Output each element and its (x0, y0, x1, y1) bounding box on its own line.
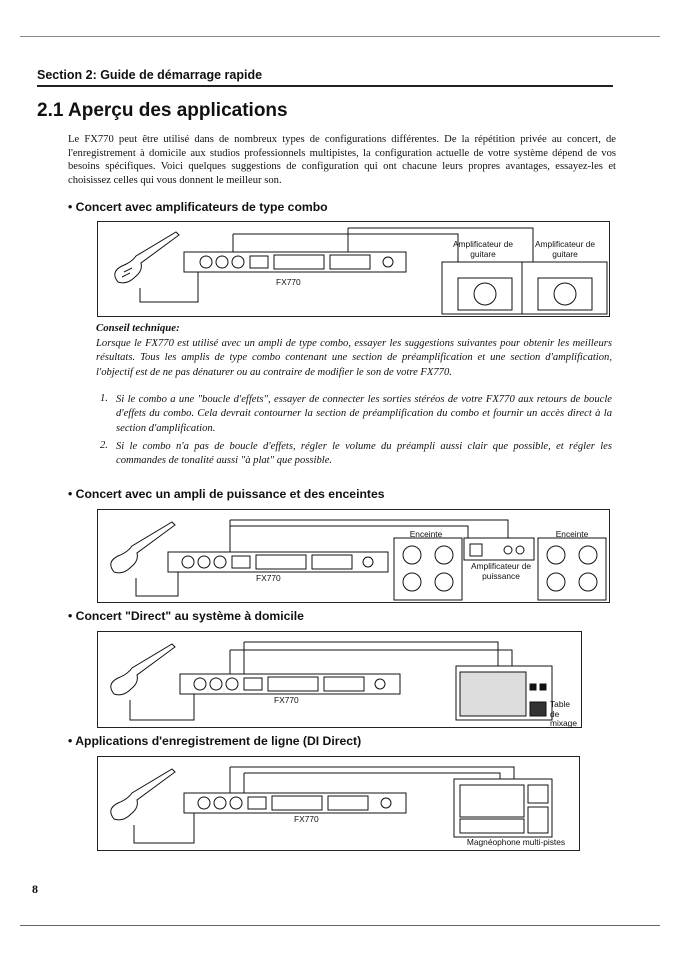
bottom-rule (20, 925, 660, 926)
diagram-combo (97, 221, 610, 317)
device-label: FX770 (276, 277, 301, 287)
device-label: FX770 (294, 814, 319, 824)
page-number: 8 (32, 882, 38, 896)
diagram-di (97, 756, 580, 851)
section-header: Section 2: Guide de démarrage rapide (37, 68, 263, 82)
speaker-label-1: Enceinte (409, 529, 443, 539)
diagram-direct (97, 631, 582, 728)
section-heading-combo: • Concert avec amplificateurs de type combo (68, 200, 328, 214)
top-rule (20, 36, 660, 37)
header-rule (37, 85, 613, 87)
tape-label: Magnéophone multi-pistes (466, 837, 566, 847)
diagram-power-amp (97, 509, 610, 603)
section-heading-power-amp: • Concert avec un ampli de puissance et des enceintes (68, 487, 385, 501)
tip-item-1: Si le combo a une "boucle d'effets", essayer de connecter les sorties stéréos de votre FX770 aux retours de boucle d'effets du combo. Cela devrait contourner la section de préamplification du combo et fournir un accès direct à la section d'amplification. (116, 394, 612, 434)
intro-paragraph: Le FX770 peut être utilisé dans de nombreux types de configurations différentes. De la répétition privée au concert, de l'enregistrement à domicile aux studios professionnels multipistes, la configuration actuelle de votre système dépend de vos besoins spécifiques. Voici quelques suggestions de configuration qui ont chacune leurs propres avantages, essayez-les et choisissez celles qui vous donnent le meilleur son. (68, 134, 616, 186)
mixer-label: Table de mixage (550, 699, 577, 729)
device-label: FX770 (274, 695, 299, 705)
section-heading-di: • Applications d'enregistrement de ligne (DI Direct) (68, 734, 362, 748)
speaker-label-2: Enceinte (555, 529, 589, 539)
tip-item-2: Si le combo n'a pas de boucle d'effets, régler le volume du préampli aussi clair que possible, et régler les commandes de tonalité aussi "à plat" que possible. (116, 441, 612, 467)
page-title: 2.1 Aperçu des applications (37, 100, 288, 121)
tip-number-1: 1. (100, 393, 108, 404)
amp-label-2: Amplificateur de guitare (534, 239, 596, 259)
tip-title: Conseil technique: (96, 322, 180, 334)
device-label: FX770 (256, 573, 281, 583)
section-heading-direct: • Concert "Direct" au système à domicile (68, 609, 304, 623)
amp-label-1: Amplificateur de guitare (452, 239, 514, 259)
tip-body: Lorsque le FX770 est utilisé avec un ampli de type combo, essayer les suggestions suivantes pour obtenir les meilleurs résultats. Tous les amplis de type combo contenant une section de préamplification et une section d'amplification, l'objectif est de ne pas dénaturer ou au contraire de modifier le son de votre FX770. (96, 338, 612, 378)
tip-number-2: 2. (100, 440, 108, 451)
power-amp-label: Amplificateur de puissance (470, 561, 532, 581)
